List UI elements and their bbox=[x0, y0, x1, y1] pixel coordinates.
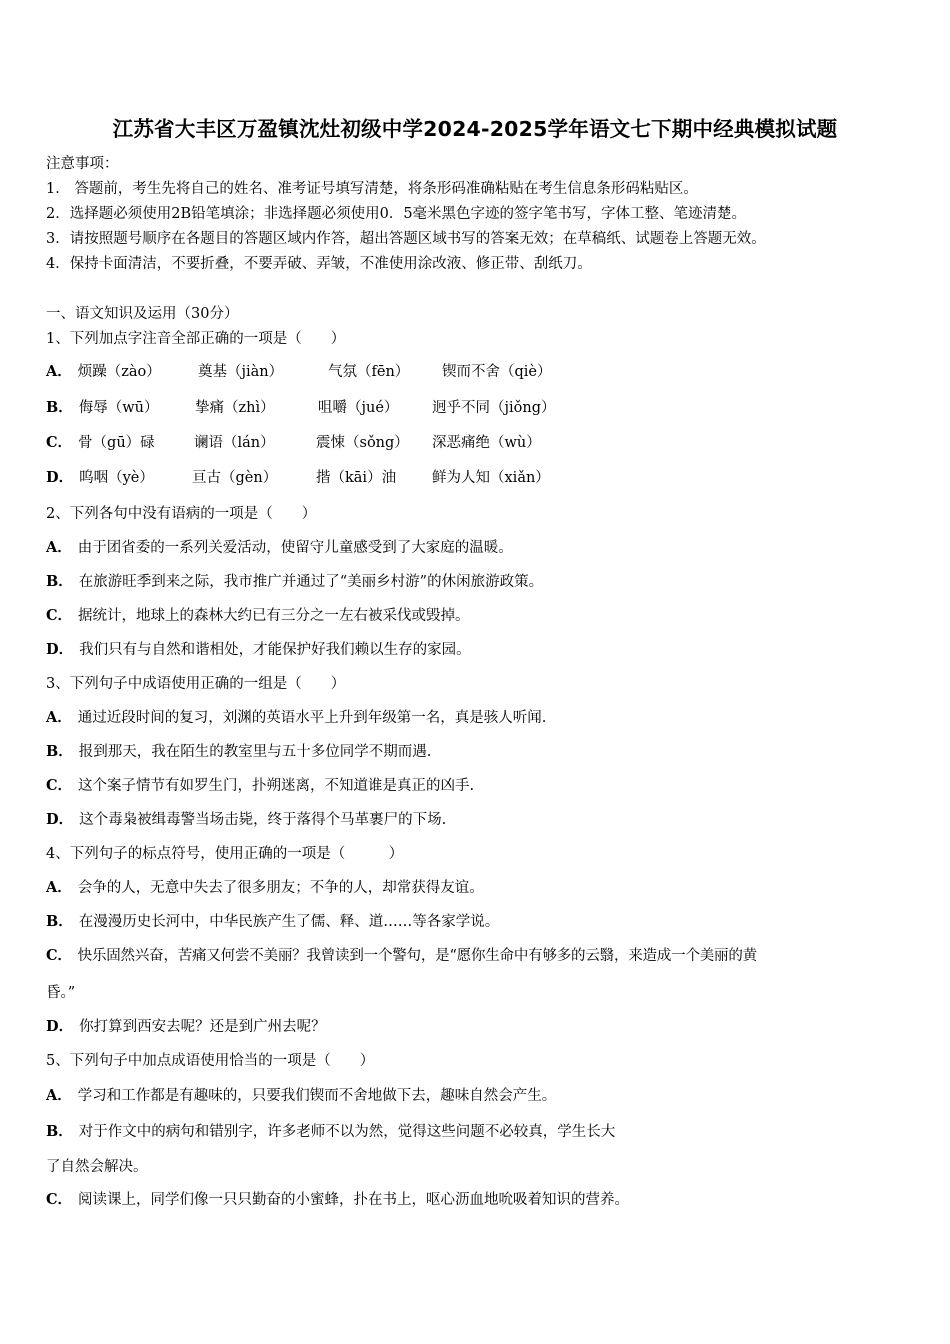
q4-option-c-continued: 昏。” bbox=[46, 985, 76, 1001]
section-heading: 一、语文知识及运用（30分） bbox=[46, 306, 239, 322]
option-label: C． bbox=[46, 434, 73, 451]
q3-option-d bbox=[46, 808, 446, 829]
option-label: B． bbox=[46, 913, 73, 930]
option-label: D． bbox=[46, 469, 74, 486]
option-item: 鲜为人知（xiǎn） bbox=[432, 470, 550, 486]
page-title: 江苏省大丰区万盈镇沈灶初级中学2024-2025学年语文七下期中经典模拟试题 bbox=[112, 117, 838, 141]
option-text: 由于团省委的一系列关爱活动，使留守儿童感受到了大家庭的温暖。 bbox=[77, 540, 513, 556]
option-text: 这个案子情节有如罗生门，扑朔迷离，不知道谁是真正的凶手. bbox=[78, 778, 475, 794]
option-label: D． bbox=[46, 811, 74, 828]
notice-heading: 注意事项： bbox=[46, 156, 119, 172]
option-text: 我们只有与自然和谐相处，才能保护好我们赖以生存的家园。 bbox=[79, 642, 471, 658]
option-text: 快乐固然兴奋，苦痛又何尝不美丽？我曾读到一个警句，是“愿你生命中有够多的云翳，来造成一个美丽的黄 bbox=[77, 948, 757, 964]
option-label: C． bbox=[46, 607, 73, 624]
option-label: A． bbox=[46, 539, 72, 556]
option-text: 学习和工作都是有趣味的，只要我们锲而不舍地做下去，趣味自然会产生。 bbox=[77, 1088, 557, 1104]
q2-option-a bbox=[46, 536, 513, 557]
q3-stem: 3、下列句子中成语使用正确的一组是（ ） bbox=[46, 676, 346, 692]
option-text: 阅读课上，同学们像一只只勤奋的小蜜蜂，扑在书上，呕心沥血地吮吸着知识的营养。 bbox=[78, 1192, 630, 1208]
option-label: A． bbox=[46, 363, 72, 380]
q5-stem: 5、下列句子中加点成语使用恰当的一项是（ ） bbox=[46, 1053, 375, 1069]
option-label: D． bbox=[46, 1018, 74, 1035]
q3-option-a bbox=[46, 706, 546, 727]
option-text: 据统计，地球上的森林大约已有三分之一左右被采伐或毁掉。 bbox=[78, 608, 470, 624]
q4-option-d bbox=[46, 1015, 326, 1036]
option-item: 气氛（fēn） bbox=[328, 364, 410, 380]
option-item: 揩（kāi）油 bbox=[316, 470, 397, 486]
option-label: B． bbox=[46, 743, 73, 760]
option-label: A． bbox=[46, 879, 72, 896]
q2-option-c bbox=[46, 604, 470, 625]
option-label: A． bbox=[46, 709, 72, 726]
option-label: C． bbox=[46, 947, 72, 964]
option-label: A． bbox=[46, 1087, 72, 1104]
option-item: 锲而不舍（qiè） bbox=[442, 364, 552, 380]
q3-option-b bbox=[46, 740, 431, 761]
option-text: 这个毒枭被缉毒警当场击毙，终于落得个马革裹尸的下场. bbox=[79, 812, 447, 828]
notice-item-1: 1． 答题前，考生先将自己的姓名、准考证号填写清楚，将条形码准确粘贴在考生信息条形码粘贴区。 bbox=[46, 181, 698, 197]
notice-item-3: 3．请按照题号顺序在各题目的答题区域内作答，超出答题区域书写的答案无效；在草稿纸、试题卷上答题无效。 bbox=[46, 231, 766, 247]
q4-option-b bbox=[46, 910, 499, 931]
option-item: 震悚（sǒng） bbox=[316, 435, 409, 451]
option-text: 在旅游旺季到来之际，我市推广并通过了“美丽乡村游”的休闲旅游政策。 bbox=[78, 574, 544, 590]
q5-option-c bbox=[46, 1188, 629, 1209]
option-item: 挚痛（zhì） bbox=[195, 400, 275, 416]
q5-option-b-continued: 了自然会解决。 bbox=[46, 1159, 148, 1175]
option-label: D． bbox=[46, 641, 74, 658]
option-label: C． bbox=[46, 1191, 73, 1208]
option-label: B． bbox=[46, 573, 73, 590]
q2-option-d bbox=[46, 638, 471, 659]
option-text: 对于作文中的病句和错别字，许多老师不以为然，觉得这些问题不必较真，学生长大 bbox=[78, 1124, 616, 1140]
option-item: 奠基（jiàn） bbox=[198, 364, 284, 380]
option-label: C． bbox=[46, 777, 73, 794]
option-item: 亘古（gèn） bbox=[192, 470, 278, 486]
option-item: 深恶痛绝（wù） bbox=[432, 435, 541, 451]
option-item: 骨（gū）碌 bbox=[78, 435, 155, 451]
option-item: 咀嚼（jué） bbox=[318, 400, 399, 416]
q4-option-a bbox=[46, 876, 484, 897]
option-item: 侮辱（wū） bbox=[78, 400, 159, 416]
notice-item-4: 4．保持卡面清洁，不要折叠，不要弄破、弄皱，不准使用涂改液、修正带、刮纸刀。 bbox=[46, 256, 592, 272]
option-text: 通过近段时间的复习，刘渊的英语水平上升到年级第一名，真是骇人听闻. bbox=[77, 710, 547, 726]
option-item: 迥乎不同（jiǒng） bbox=[432, 400, 556, 416]
option-item: 呜咽（yè） bbox=[79, 470, 154, 486]
option-item: 烦躁（zào） bbox=[77, 364, 161, 380]
q2-option-b bbox=[46, 570, 543, 591]
option-text: 会争的人，无意中失去了很多朋友；不争的人，却常获得友谊。 bbox=[77, 880, 484, 896]
option-text: 报到那天，我在陌生的教室里与五十多位同学不期而遇. bbox=[78, 744, 432, 760]
q5-option-b bbox=[46, 1120, 615, 1141]
option-text: 你打算到西安去呢？还是到广州去呢？ bbox=[79, 1019, 326, 1035]
q5-option-a bbox=[46, 1084, 556, 1105]
option-text: 在漫漫历史长河中，中华民族产生了儒、释、道……等各家学说。 bbox=[78, 914, 500, 930]
q4-stem: 4、下列句子的标点符号，使用正确的一项是（ ） bbox=[46, 846, 404, 862]
option-label: B． bbox=[46, 1123, 73, 1140]
option-item: 谰语（lán） bbox=[194, 435, 275, 451]
q2-stem: 2、下列各句中没有语病的一项是（ ） bbox=[46, 506, 317, 522]
q4-option-c bbox=[46, 944, 757, 965]
notice-item-2: 2．选择题必须使用2B铅笔填涂；非选择题必须使用0．5毫米黑色字迹的签字笔书写，字体工整、笔迹清楚。 bbox=[46, 206, 747, 222]
option-label: B． bbox=[46, 399, 73, 416]
q3-option-c bbox=[46, 774, 474, 795]
q1-stem: 1、下列加点字注音全部正确的一项是（ ） bbox=[46, 331, 346, 347]
